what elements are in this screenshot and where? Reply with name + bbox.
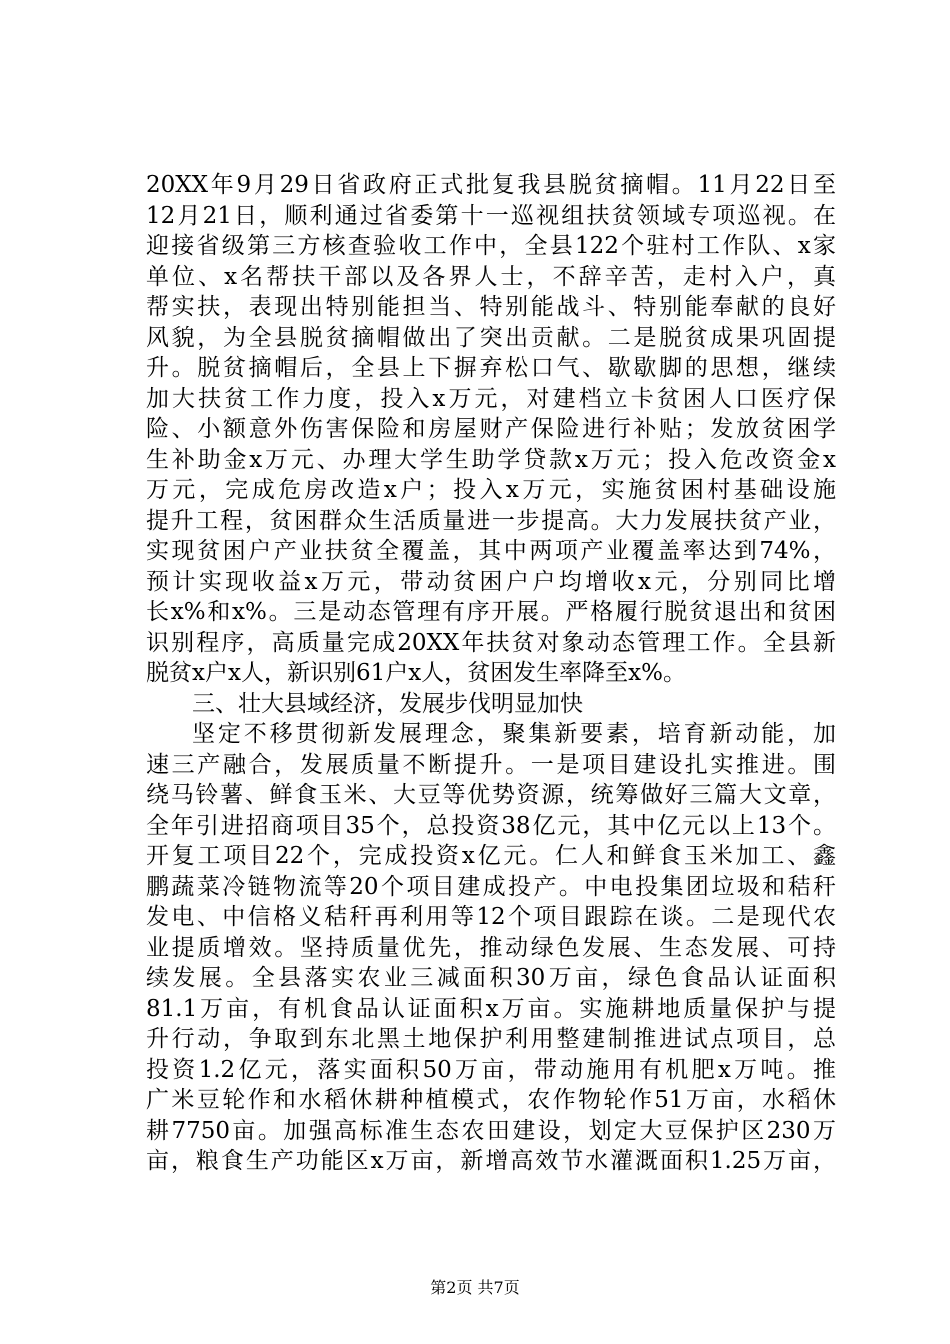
text-line: 绕马铃薯、鲜食玉米、大豆等优势资源，统筹做好三篇大文章， — [146, 782, 836, 808]
text-line: 坚定不移贯彻新发展理念，聚集新要素，培育新动能，加 — [192, 721, 836, 747]
section-heading: 三、壮大县域经济，发展步伐明显加快 — [192, 690, 583, 717]
text-line: 识别程序，高质量完成20XX年扶贫对象动态管理工作。全县新 — [146, 629, 836, 656]
text-line: 81.1万亩，有机食品认证面积x万亩。实施耕地质量保护与提 — [146, 995, 836, 1022]
text-line: 20XX年9月29日省政府正式批复我县脱贫摘帽。11月22日至 — [146, 172, 836, 198]
text-line: 险、小额意外伤害保险和房屋财产保险进行补贴；发放贫困学 — [146, 416, 836, 442]
text-line: 加大扶贫工作力度，投入x万元，对建档立卡贫困人口医疗保 — [146, 385, 836, 412]
text-line: 迎接省级第三方核查验收工作中，全县122个驻村工作队、x家 — [146, 233, 836, 259]
text-line: 投资1.2亿元，落实面积50万亩，带动施用有机肥x万吨。推 — [146, 1056, 836, 1083]
text-line: 长x%和x%。三是动态管理有序开展。严格履行脱贫退出和贫困 — [146, 599, 836, 625]
text-line: 单位、x名帮扶干部以及各界人士，不辞辛苦，走村入户，真 — [146, 263, 836, 290]
document-body — [146, 170, 836, 1177]
text-line: 升行动，争取到东北黑土地保护利用整建制推进试点项目，总 — [146, 1026, 836, 1052]
text-line: 广米豆轮作和水稻休耕种植模式，农作物轮作51万亩，水稻休 — [146, 1087, 836, 1113]
text-line: 实现贫困户产业扶贫全覆盖，其中两项产业覆盖率达到74%， — [146, 538, 836, 564]
text-line: 业提质增效。坚持质量优先，推动绿色发展、生态发展、可持 — [146, 934, 836, 961]
text-line: 发电、中信格义秸秆再利用等12个项目跟踪在谈。二是现代农 — [146, 904, 836, 930]
text-line: 风貌，为全县脱贫摘帽做出了突出贡献。二是脱贫成果巩固提 — [146, 324, 836, 351]
text-line: 12月21日，顺利通过省委第十一巡视组扶贫领域专项巡视。在 — [146, 202, 836, 229]
text-line: 开复工项目22个，完成投资x亿元。仁人和鲜食玉米加工、鑫 — [146, 843, 836, 869]
text-line: 提升工程，贫困群众生活质量进一步提高。大力发展扶贫产业， — [146, 507, 836, 534]
text-line: 预计实现收益x万元，带动贫困户户均增收x元，分别同比增 — [146, 568, 836, 595]
text-line: 亩，粮食生产功能区x万亩，新增高效节水灌溉面积1.25万亩， — [146, 1148, 836, 1174]
text-line: 生补助金x万元、办理大学生助学贷款x万元；投入危改资金x — [146, 446, 836, 473]
text-line: 速三产融合，发展质量不断提升。一是项目建设扎实推进。围 — [146, 751, 836, 778]
text-line: 万元，完成危房改造x户；投入x万元，实施贫困村基础设施 — [146, 477, 836, 503]
text-line: 鹏蔬菜冷链物流等20个项目建成投产。中电投集团垃圾和秸秆 — [146, 873, 836, 900]
text-line: 耕7750亩。加强高标准生态农田建设，划定大豆保护区230万 — [146, 1117, 836, 1144]
page-number-footer: 第2页 共7页 — [430, 1278, 520, 1297]
text-line: 升。脱贫摘帽后，全县上下摒弃松口气、歇歇脚的思想，继续 — [146, 355, 836, 381]
text-line: 脱贫x户x人，新识别61户x人，贫困发生率降至x%。 — [146, 660, 687, 686]
text-line: 续发展。全县落实农业三减面积30万亩，绿色食品认证面积 — [146, 965, 836, 991]
text-line: 全年引进招商项目35个，总投资38亿元，其中亿元以上13个。 — [146, 812, 836, 839]
text-line: 帮实扶，表现出特别能担当、特别能战斗、特别能奉献的良好 — [146, 294, 836, 320]
